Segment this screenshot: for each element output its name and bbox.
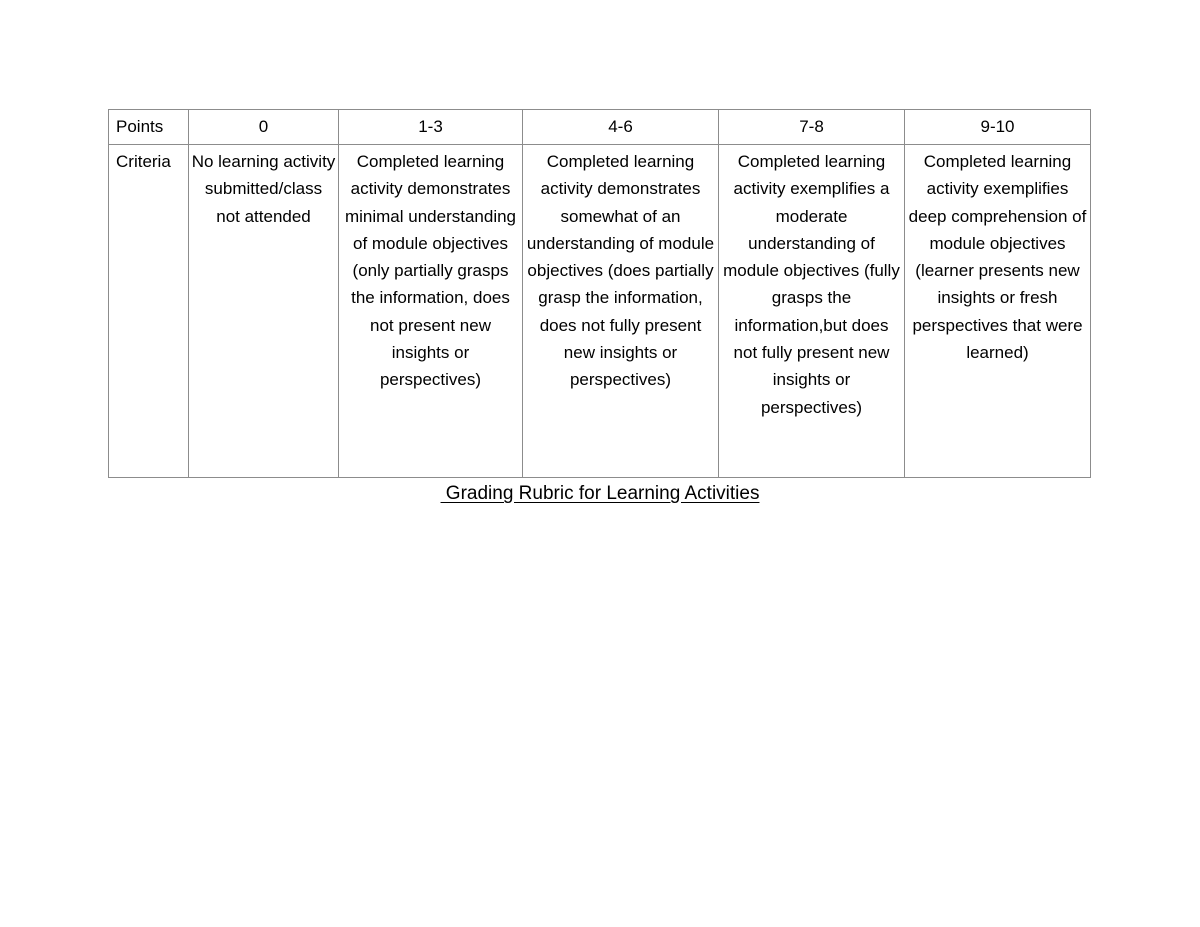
points-column-9-10: 9-10 <box>905 110 1091 145</box>
criteria-cell-0: No learning activity submitted/class not attended <box>189 145 339 478</box>
criteria-row-label: Criteria <box>109 145 189 478</box>
points-column-7-8: 7-8 <box>719 110 905 145</box>
criteria-cell-1-3: Completed learning activity demonstrates minimal understanding of module objectives (only partially grasps the information, does not present new insights or perspectives) <box>339 145 523 478</box>
criteria-cell-7-8: Completed learning activity exemplifies a moderate understanding of module objectives (fully grasps the information,but does not fully present new insights or perspectives) <box>719 145 905 478</box>
points-column-0: 0 <box>189 110 339 145</box>
points-row-label: Points <box>109 110 189 145</box>
grading-rubric-table <box>108 109 1091 478</box>
criteria-row <box>109 145 1091 478</box>
criteria-cell-9-10: Completed learning activity exemplifies deep comprehension of module objectives (learner presents new insights or fresh perspectives that were learned) <box>905 145 1091 478</box>
points-column-4-6: 4-6 <box>523 110 719 145</box>
caption-text: Grading Rubric for Learning Activities <box>440 483 760 504</box>
table-caption <box>0 481 1200 507</box>
criteria-cell-4-6: Completed learning activity demonstrates somewhat of an understanding of module objectives (does partially grasp the information, does not fully present new insights or perspectives) <box>523 145 719 478</box>
points-row <box>109 110 1091 145</box>
points-column-1-3: 1-3 <box>339 110 523 145</box>
